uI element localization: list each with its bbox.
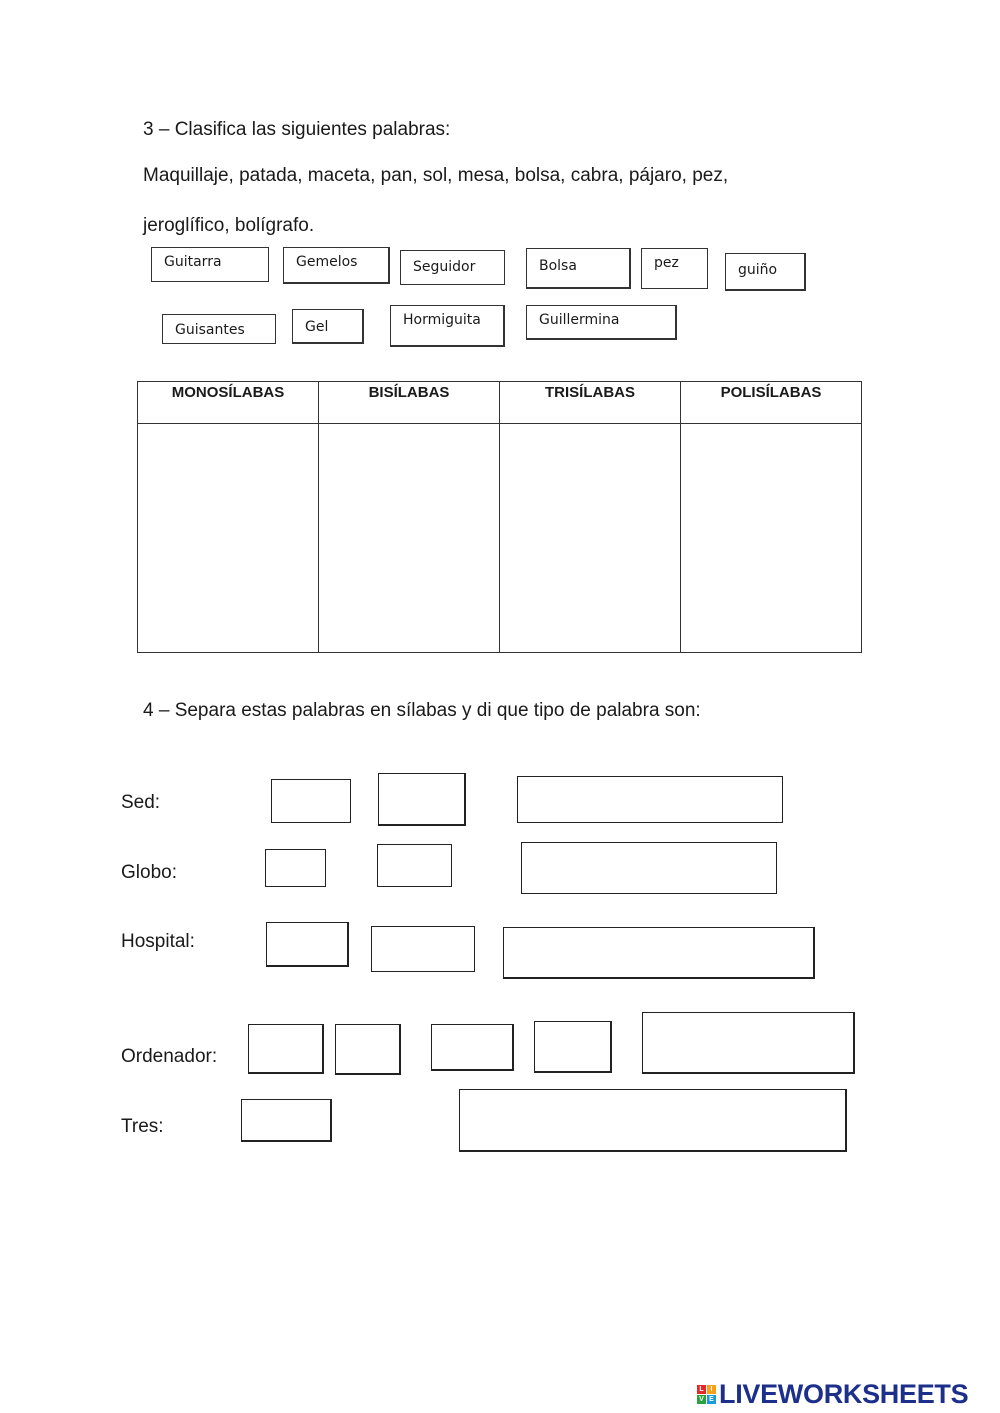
syllable-box[interactable]	[241, 1099, 332, 1142]
word-chip[interactable]: Bolsa	[526, 248, 631, 289]
header-polisilabas: POLISÍLABAS	[681, 382, 862, 424]
word-chip[interactable]: Gemelos	[283, 247, 390, 284]
word-chip[interactable]: Seguidor	[400, 250, 505, 285]
logo-text: LIVEWORKSHEETS	[719, 1378, 969, 1409]
word-chip[interactable]: Hormiguita	[390, 305, 505, 347]
word-type-box[interactable]	[521, 842, 777, 894]
exercise-4-instruction: 4 – Separa estas palabras en sílabas y di que tipo de palabra son:	[143, 700, 701, 721]
logo-mark-icon	[697, 1385, 716, 1404]
drop-zone-polisilabas[interactable]	[681, 424, 862, 653]
syllable-box[interactable]	[335, 1024, 401, 1075]
liveworksheets-logo	[697, 1378, 968, 1410]
header-trisilabas: TRISÍLABAS	[500, 382, 681, 424]
classification-table	[137, 381, 862, 653]
word-type-box[interactable]	[459, 1089, 847, 1152]
syllable-box[interactable]	[377, 844, 452, 887]
word-label-sed: Sed:	[121, 792, 161, 813]
syllable-box[interactable]	[265, 849, 326, 887]
word-chip[interactable]: guiño	[725, 253, 806, 291]
word-chip[interactable]: pez	[641, 248, 708, 289]
syllable-box[interactable]	[431, 1024, 514, 1071]
word-type-box[interactable]	[517, 776, 783, 823]
syllable-box[interactable]	[378, 773, 466, 826]
logo-square-l: L	[697, 1385, 706, 1394]
word-chip[interactable]: Guillermina	[526, 305, 677, 340]
header-monosilabas: MONOSÍLABAS	[138, 382, 319, 424]
word-label-tres: Tres:	[121, 1116, 164, 1137]
header-bisilabas: BISÍLABAS	[319, 382, 500, 424]
syllable-box[interactable]	[271, 779, 351, 823]
word-list-line-1: Maquillaje, patada, maceta, pan, sol, mesa, bolsa, cabra, pájaro, pez,	[143, 165, 729, 186]
syllable-box[interactable]	[534, 1021, 612, 1073]
word-label-globo: Globo:	[121, 862, 177, 883]
exercise-3-instruction: 3 – Clasifica las siguientes palabras:	[143, 119, 451, 140]
logo-square-v: V	[697, 1395, 706, 1404]
word-type-box[interactable]	[503, 927, 815, 979]
syllable-box[interactable]	[248, 1024, 324, 1074]
word-chip[interactable]: Gel	[292, 309, 364, 344]
word-chip[interactable]: Guisantes	[162, 314, 276, 344]
word-chip[interactable]: Guitarra	[151, 247, 269, 282]
drop-zone-bisilabas[interactable]	[319, 424, 500, 653]
word-label-hospital: Hospital:	[121, 931, 195, 952]
word-list-line-2: jeroglífico, bolígrafo.	[143, 215, 315, 236]
syllable-box[interactable]	[266, 922, 349, 967]
logo-square-i: I	[707, 1385, 716, 1394]
drop-zone-monosilabas[interactable]	[138, 424, 319, 653]
drop-zone-trisilabas[interactable]	[500, 424, 681, 653]
word-type-box[interactable]	[642, 1012, 855, 1074]
logo-square-e: E	[707, 1395, 716, 1404]
word-label-ordenador: Ordenador:	[121, 1046, 218, 1067]
syllable-box[interactable]	[371, 926, 475, 972]
